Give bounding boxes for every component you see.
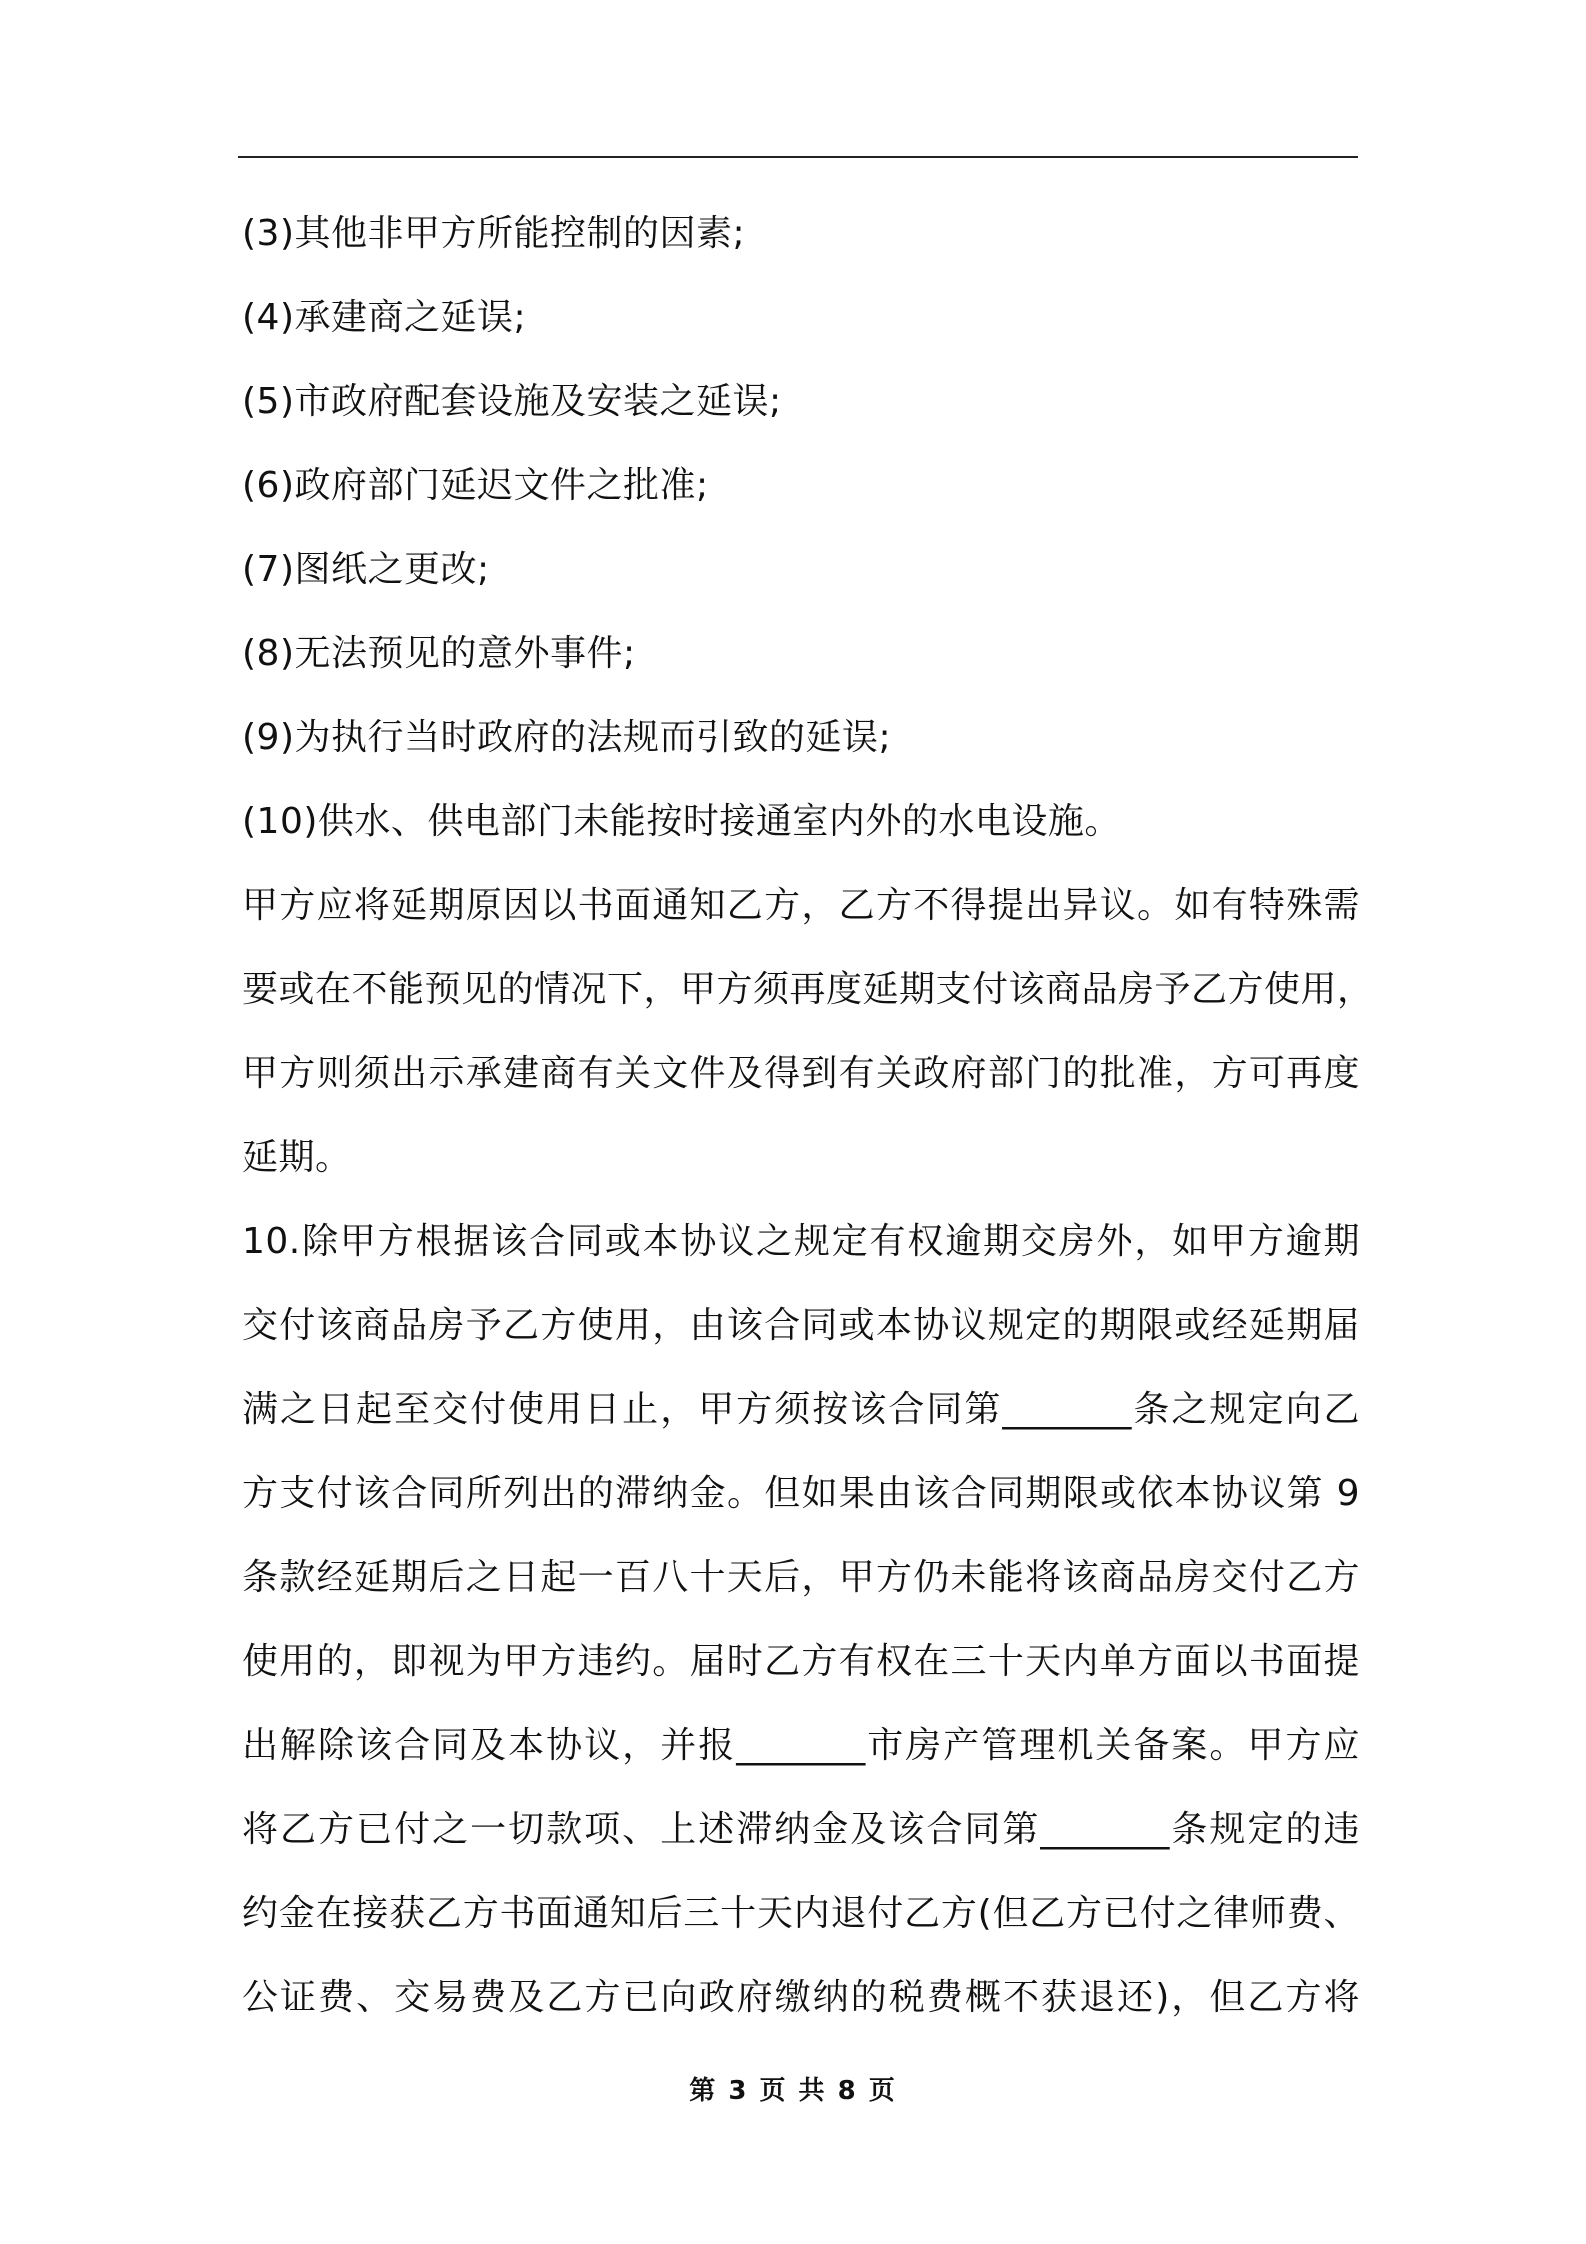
list-item-10: (10)供水、供电部门未能按时接通室内外的水电设施。 bbox=[242, 801, 1121, 842]
list-item-7: (7)图纸之更改; bbox=[242, 549, 490, 590]
paragraph-line: 甲方则须出示承建商有关文件及得到有关政府部门的批准，方可再度 bbox=[242, 1053, 1360, 1094]
clause-10-line: 出解除该合同及本协议，并报_______市房产管理机关备案。甲方应 bbox=[242, 1725, 1360, 1766]
list-item-8: (8)无法预见的意外事件; bbox=[242, 633, 636, 674]
page-number-footer: 第 3 页 共 8 页 bbox=[689, 2076, 897, 2106]
list-item-3: (3)其他非甲方所能控制的因素; bbox=[242, 213, 746, 254]
paragraph-line: 要或在不能预见的情况下，甲方须再度延期支付该商品房予乙方使用， bbox=[242, 969, 1374, 1010]
clause-10-line: 10.除甲方根据该合同或本协议之规定有权逾期交房外，如甲方逾期 bbox=[242, 1221, 1360, 1262]
clause-10-line: 使用的，即视为甲方违约。届时乙方有权在三十天内单方面以书面提 bbox=[242, 1641, 1360, 1682]
paragraph-line: 延期。 bbox=[242, 1137, 352, 1178]
list-item-4: (4)承建商之延误; bbox=[242, 297, 527, 338]
clause-10-line: 条款经延期后之日起一百八十天后，甲方仍未能将该商品房交付乙方 bbox=[242, 1557, 1360, 1598]
clause-10-line: 将乙方已付之一切款项、上述滞纳金及该合同第_______条规定的违 bbox=[242, 1809, 1360, 1850]
list-item-6: (6)政府部门延迟文件之批准; bbox=[242, 465, 709, 506]
clause-10-line: 公证费、交易费及乙方已向政府缴纳的税费概不获退还)，但乙方将 bbox=[242, 1977, 1360, 2018]
paragraph-line: 甲方应将延期原因以书面通知乙方，乙方不得提出异议。如有特殊需 bbox=[242, 885, 1360, 926]
header-rule bbox=[238, 156, 1358, 158]
list-item-9: (9)为执行当时政府的法规而引致的延误; bbox=[242, 717, 892, 758]
document-body bbox=[242, 192, 1374, 2040]
clause-10-line: 满之日起至交付使用日止，甲方须按该合同第_______条之规定向乙 bbox=[242, 1389, 1360, 1430]
list-item-5: (5)市政府配套设施及安装之延误; bbox=[242, 381, 782, 422]
clause-10-line: 交付该商品房予乙方使用，由该合同或本协议规定的期限或经延期届 bbox=[242, 1305, 1360, 1346]
clause-10-line: 约金在接获乙方书面通知后三十天内退付乙方(但乙方已付之律师费、 bbox=[242, 1893, 1360, 1934]
clause-10-line: 方支付该合同所列出的滞纳金。但如果由该合同期限或依本协议第 9 bbox=[242, 1473, 1360, 1514]
